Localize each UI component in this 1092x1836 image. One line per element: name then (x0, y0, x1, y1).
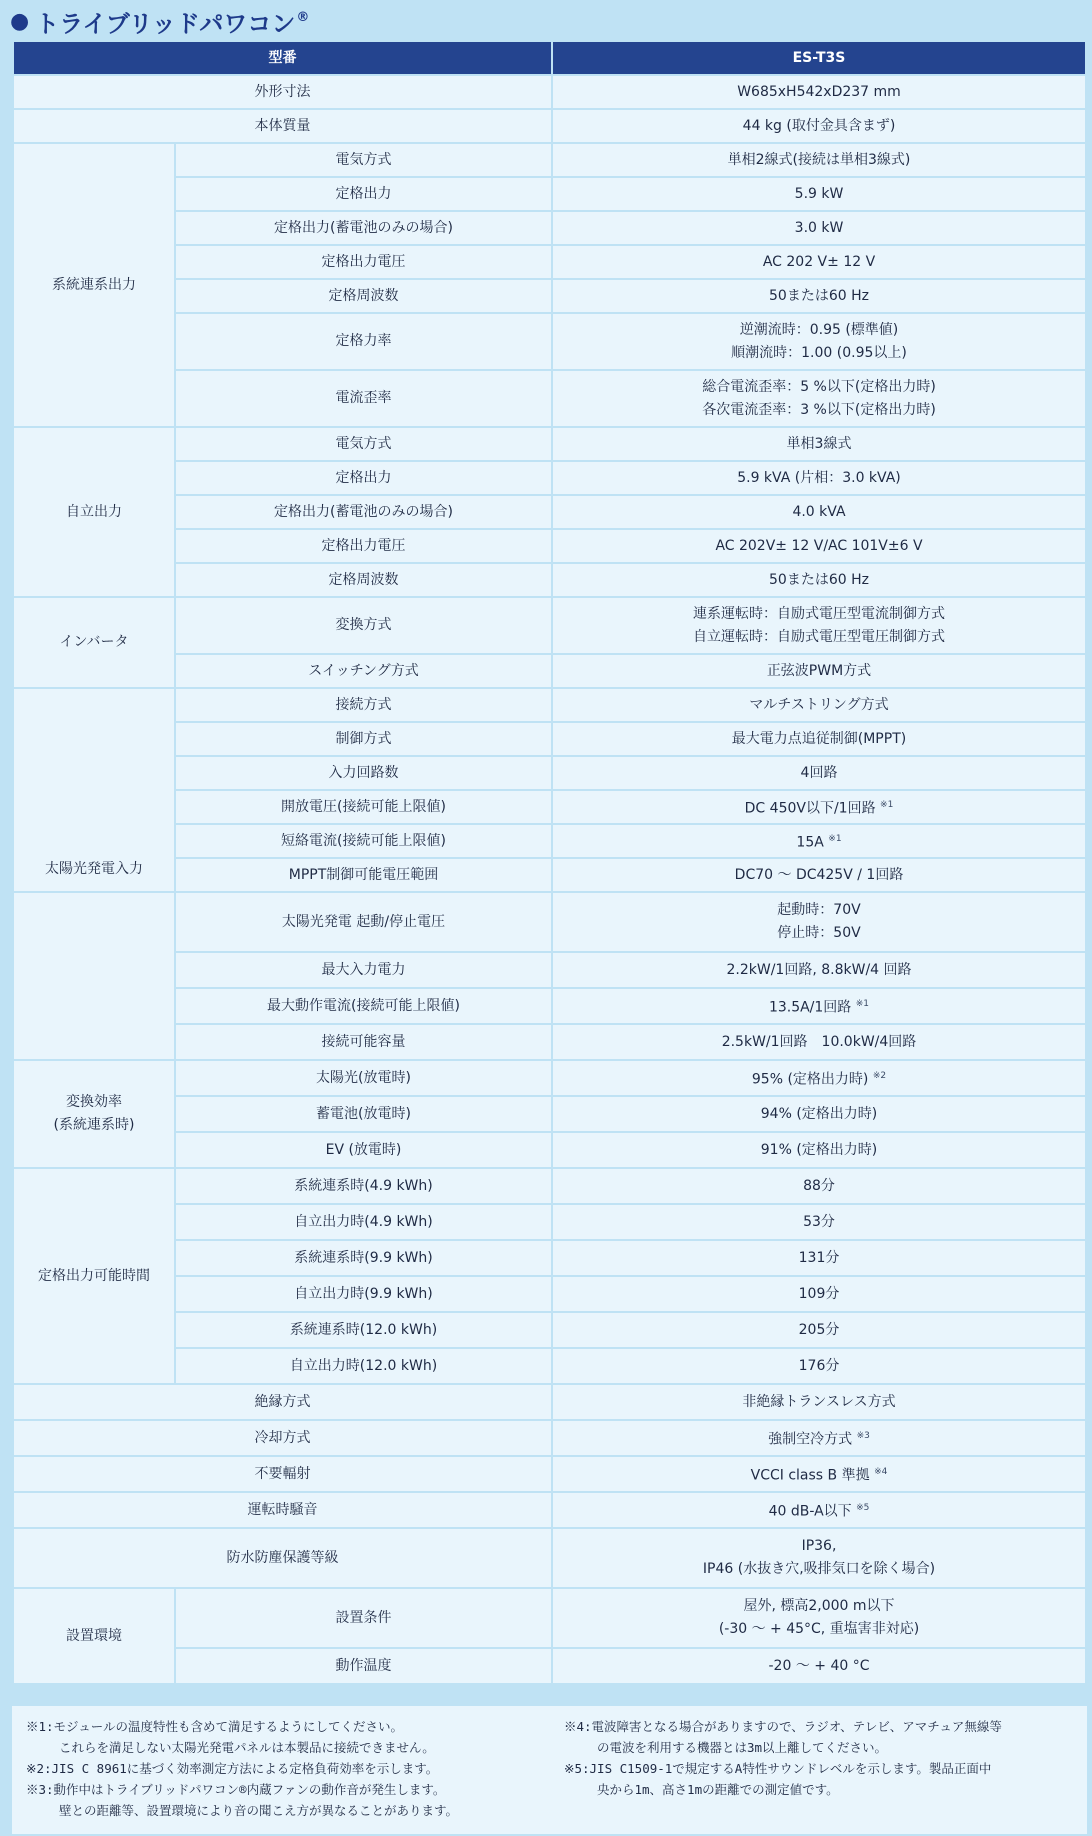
spec-value (553, 893, 1085, 951)
spec-label: 定格力率 (176, 314, 551, 369)
spec-label: 運転時騒音 (14, 1493, 551, 1527)
spec-value (553, 1589, 1085, 1647)
spec-label: 入力回路数 (176, 757, 551, 789)
spec-label: 定格周波数 (176, 280, 551, 312)
spec-value: マルチストリング方式 (553, 689, 1085, 721)
spec-value: 176分 (553, 1349, 1085, 1383)
spec-value: 2.5kW/1回路 10.0kW/4回路 (553, 1025, 1085, 1059)
spec-value: 4回路 (553, 757, 1085, 789)
spec-label: 動作温度 (176, 1649, 551, 1683)
spec-label: 本体質量 (14, 110, 551, 142)
value-line: 逆潮流時：0.95 (標準値) (739, 321, 899, 338)
value-line: 屋外, 標高2,000 m以下 (743, 1598, 895, 1614)
spec-label: MPPT制御可能電圧範囲 (176, 859, 551, 891)
value-line: 総合電流歪率：5 %以下(定格出力時) (702, 378, 936, 395)
spec-label: 定格周波数 (176, 564, 551, 596)
footnotes-right (564, 1716, 1079, 1800)
group-continuation (14, 893, 174, 1059)
group-label-inverter: インバータ (14, 598, 174, 687)
footnote-ref: ※2 (872, 1070, 887, 1081)
spec-value (553, 1493, 1085, 1527)
spec-value: 50または60 Hz (553, 564, 1085, 596)
value-line: IP36, (801, 1538, 837, 1554)
footnote-ref: ※5 (856, 1502, 870, 1513)
group-label-duration: 定格出力可能時間 (14, 1169, 174, 1383)
footnote-4-cont: の電波を利用する機器とは3m以上離してください。 (597, 1740, 888, 1755)
spec-value: -20 〜 + 40 °C (553, 1649, 1085, 1683)
spec-label: 定格出力 (176, 462, 551, 494)
value-line: (-30 〜 + 45°C, 重塩害非対応) (718, 1621, 920, 1637)
spec-label: 防水防塵保護等級 (14, 1529, 551, 1587)
spec-value (553, 989, 1085, 1023)
spec-value: 3.0 kW (553, 212, 1085, 244)
header-model: ES-T3S (553, 42, 1085, 74)
spec-value (553, 825, 1085, 857)
spec-value: 非絶縁トランスレス方式 (553, 1385, 1085, 1419)
spec-value (553, 371, 1085, 426)
spec-value (553, 1421, 1085, 1455)
value-line: 起動時：70V (777, 902, 861, 918)
footnote-1: ※1:モジュールの温度特性も含めて満足するようにしてください。 (26, 1719, 404, 1734)
bullet-icon: ● (10, 8, 30, 34)
spec-label: 電流歪率 (176, 371, 551, 426)
group-label-efficiency (14, 1061, 174, 1167)
spec-value: 53分 (553, 1205, 1085, 1239)
spec-label: EV (放電時) (176, 1133, 551, 1167)
spec-label: 設置条件 (176, 1589, 551, 1647)
spec-label: 冷却方式 (14, 1421, 551, 1455)
footnote-ref: ※4 (874, 1466, 888, 1477)
spec-value (553, 1061, 1085, 1095)
spec-label: 不要輻射 (14, 1457, 551, 1491)
footnote-4: ※4:電波障害となる場合がありますので、ラジオ、テレビ、アマチュア無線等 (564, 1719, 1002, 1734)
spec-label: 自立出力時(9.9 kWh) (176, 1277, 551, 1311)
spec-value: 5.9 kVA (片相：3.0 kVA) (553, 462, 1085, 494)
spec-value: DC70 〜 DC425V / 1回路 (553, 859, 1085, 891)
spec-label: 太陽光発電 起動/停止電圧 (176, 893, 551, 951)
spec-value: AC 202 V± 12 V (553, 246, 1085, 278)
spec-label: 変換方式 (176, 598, 551, 653)
header-label: 型番 (14, 42, 551, 74)
footnote-3: ※3:動作中はトライブリッドパワコン®内蔵ファンの動作音が発生します。 (26, 1782, 446, 1797)
spec-label: 定格出力(蓄電池のみの場合) (176, 212, 551, 244)
footnote-2: ※2:JIS C 8961に基づく効率測定方法による定格負荷効率を示します。 (26, 1761, 439, 1776)
spec-table (12, 40, 1087, 1685)
spec-label: 電気方式 (176, 144, 551, 176)
spec-label: 自立出力時(12.0 kWh) (176, 1349, 551, 1383)
footnote-ref: ※1 (828, 833, 842, 844)
spec-value (553, 1529, 1085, 1587)
spec-label: 定格出力(蓄電池のみの場合) (176, 496, 551, 528)
group-label-grid: 系統連系出力 (14, 144, 174, 426)
spec-label: 太陽光(放電時) (176, 1061, 551, 1095)
spec-label: 定格出力電圧 (176, 530, 551, 562)
footnotes-left (26, 1716, 556, 1821)
value-line: 連系運転時：自励式電圧型電流制御方式 (693, 605, 945, 622)
spec-value: 94% (定格出力時) (553, 1097, 1085, 1131)
spec-label: 定格出力 (176, 178, 551, 210)
spec-value (553, 791, 1085, 823)
footnote-3-cont: 壁との距離等、設置環境により音の聞こえ方が異なることがあります。 (59, 1803, 459, 1818)
value-text: DC 450V以下/1回路 (744, 800, 876, 817)
spec-label: 電気方式 (176, 428, 551, 460)
spec-value: 単相3線式 (553, 428, 1085, 460)
group-line: 変換効率 (66, 1094, 122, 1110)
value-text: VCCI class B 準拠 (750, 1467, 870, 1484)
spec-value: 正弦波PWM方式 (553, 655, 1085, 687)
footnote-ref: ※3 (856, 1430, 870, 1441)
spec-label: 絶縁方式 (14, 1385, 551, 1419)
group-line: (系統連系時) (53, 1117, 135, 1133)
footnotes (12, 1706, 1087, 1834)
spec-value (553, 314, 1085, 369)
spec-value: 4.0 kVA (553, 496, 1085, 528)
spec-label: 蓄電池(放電時) (176, 1097, 551, 1131)
value-line: 停止時：50V (777, 925, 861, 941)
footnote-1-cont: これらを満足しない太陽光発電パネルは本製品に接続できません。 (59, 1740, 435, 1755)
value-text: 15A (796, 834, 824, 851)
spec-label: 最大動作電流(接続可能上限値) (176, 989, 551, 1023)
footnote-5: ※5:JIS C1509-1で規定するA特性サウンドレベルを示します。製品正面中 (564, 1761, 992, 1776)
spec-value: W685xH542xD237 mm (553, 76, 1085, 108)
page-title (10, 4, 309, 38)
footnote-ref: ※1 (880, 799, 894, 810)
spec-label: スイッチング方式 (176, 655, 551, 687)
spec-value: 最大電力点追従制御(MPPT) (553, 723, 1085, 755)
group-label-environment: 設置環境 (14, 1589, 174, 1683)
value-text: 95% (定格出力時) (751, 1071, 869, 1088)
spec-label: 系統連系時(9.9 kWh) (176, 1241, 551, 1275)
spec-value: 91% (定格出力時) (553, 1133, 1085, 1167)
spec-value: 88分 (553, 1169, 1085, 1203)
value-line: 各次電流歪率：3 %以下(定格出力時) (702, 401, 936, 418)
registered-mark: ® (296, 9, 310, 25)
spec-label: 系統連系時(12.0 kWh) (176, 1313, 551, 1347)
spec-value: 5.9 kW (553, 178, 1085, 210)
spec-label: 制御方式 (176, 723, 551, 755)
spec-label: 自立出力時(4.9 kWh) (176, 1205, 551, 1239)
spec-label: 接続可能容量 (176, 1025, 551, 1059)
value-line: 順潮流時：1.00 (0.95以上) (731, 344, 907, 361)
spec-label: 開放電圧(接続可能上限値) (176, 791, 551, 823)
spec-value: 205分 (553, 1313, 1085, 1347)
spec-label: 定格出力電圧 (176, 246, 551, 278)
footnote-5-cont: 央から1m、高さ1mの距離での測定値です。 (597, 1782, 839, 1797)
value-line: IP46 (水抜き穴,吸排気口を除く場合) (702, 1561, 936, 1577)
group-label-standalone: 自立出力 (14, 428, 174, 596)
spec-value (553, 598, 1085, 653)
spec-value: AC 202V± 12 V/AC 101V±6 V (553, 530, 1085, 562)
spec-value (553, 1457, 1085, 1491)
spec-label: 系統連系時(4.9 kWh) (176, 1169, 551, 1203)
value-line: 自立運転時：自励式電圧型電圧制御方式 (693, 628, 945, 645)
group-label-solar: 太陽光発電入力 (14, 689, 174, 891)
spec-value: 2.2kW/1回路, 8.8kW/4 回路 (553, 953, 1085, 987)
spec-label: 外形寸法 (14, 76, 551, 108)
spec-label: 接続方式 (176, 689, 551, 721)
value-text: 強制空冷方式 (768, 1431, 853, 1448)
spec-label: 最大入力電力 (176, 953, 551, 987)
spec-value: 109分 (553, 1277, 1085, 1311)
spec-value: 単相2線式(接続は単相3線式) (553, 144, 1085, 176)
spec-value: 50または60 Hz (553, 280, 1085, 312)
spec-label: 短絡電流(接続可能上限値) (176, 825, 551, 857)
spec-value: 131分 (553, 1241, 1085, 1275)
value-text: 13.5A/1回路 (768, 999, 852, 1016)
value-text: 40 dB-A以下 (768, 1503, 852, 1520)
title-text: トライブリッドパワコン (35, 9, 296, 38)
spec-value: 44 kg (取付金具含まず) (553, 110, 1085, 142)
footnote-ref: ※1 (855, 998, 870, 1009)
